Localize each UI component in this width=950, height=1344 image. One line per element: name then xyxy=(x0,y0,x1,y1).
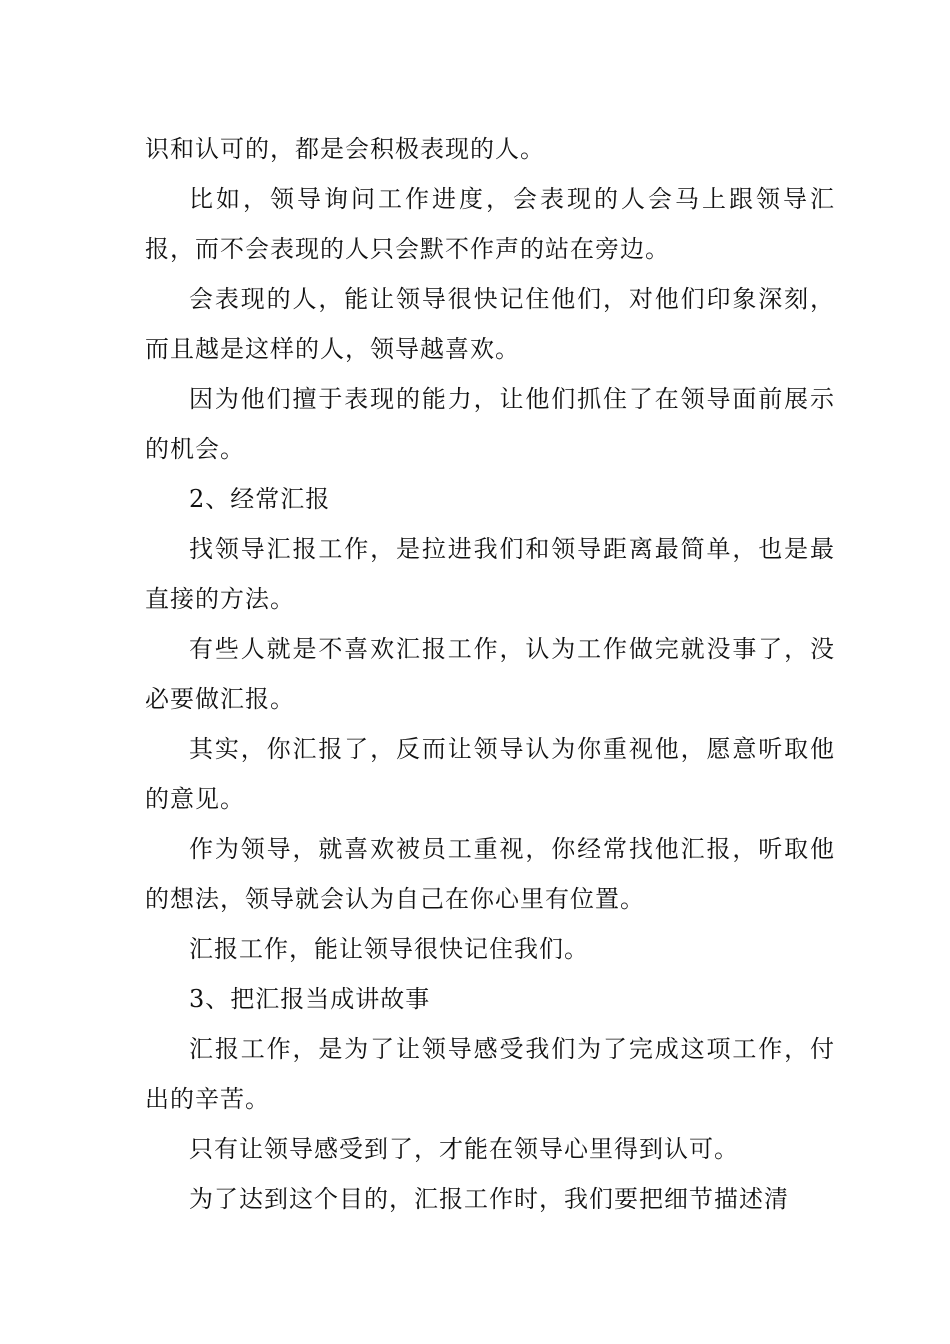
paragraph: 比如，领导询问工作进度，会表现的人会马上跟领导汇报，而不会表现的人只会默不作声的站在旁边。 xyxy=(145,185,835,263)
paragraph: 只有让领导感受到了，才能在领导心里得到认可。 xyxy=(189,1135,739,1163)
document-body xyxy=(145,124,835,1224)
paragraph: 作为领导，就喜欢被员工重视，你经常找他汇报，听取他的想法，领导就会认为自己在你心里有位置。 xyxy=(145,835,835,913)
paragraph: 有些人就是不喜欢汇报工作，认为工作做完就没事了，没必要做汇报。 xyxy=(145,635,835,713)
paragraph: 识和认可的，都是会积极表现的人。 xyxy=(145,135,545,163)
paragraph: 汇报工作，能让领导很快记住我们。 xyxy=(189,935,589,963)
paragraph: 汇报工作，是为了让领导感受我们为了完成这项工作，付出的辛苦。 xyxy=(145,1035,835,1113)
section-heading: 2、经常汇报 xyxy=(189,485,331,513)
section-heading: 3、把汇报当成讲故事 xyxy=(189,985,431,1013)
paragraph: 为了达到这个目的，汇报工作时，我们要把细节描述清 xyxy=(189,1185,789,1213)
paragraph: 因为他们擅于表现的能力，让他们抓住了在领导面前展示的机会。 xyxy=(145,385,835,463)
paragraph: 找领导汇报工作，是拉进我们和领导距离最简单，也是最直接的方法。 xyxy=(145,535,835,613)
paragraph: 会表现的人，能让领导很快记住他们，对他们印象深刻，而且越是这样的人，领导越喜欢。 xyxy=(145,285,835,363)
paragraph: 其实，你汇报了，反而让领导认为你重视他，愿意听取他的意见。 xyxy=(145,735,835,813)
